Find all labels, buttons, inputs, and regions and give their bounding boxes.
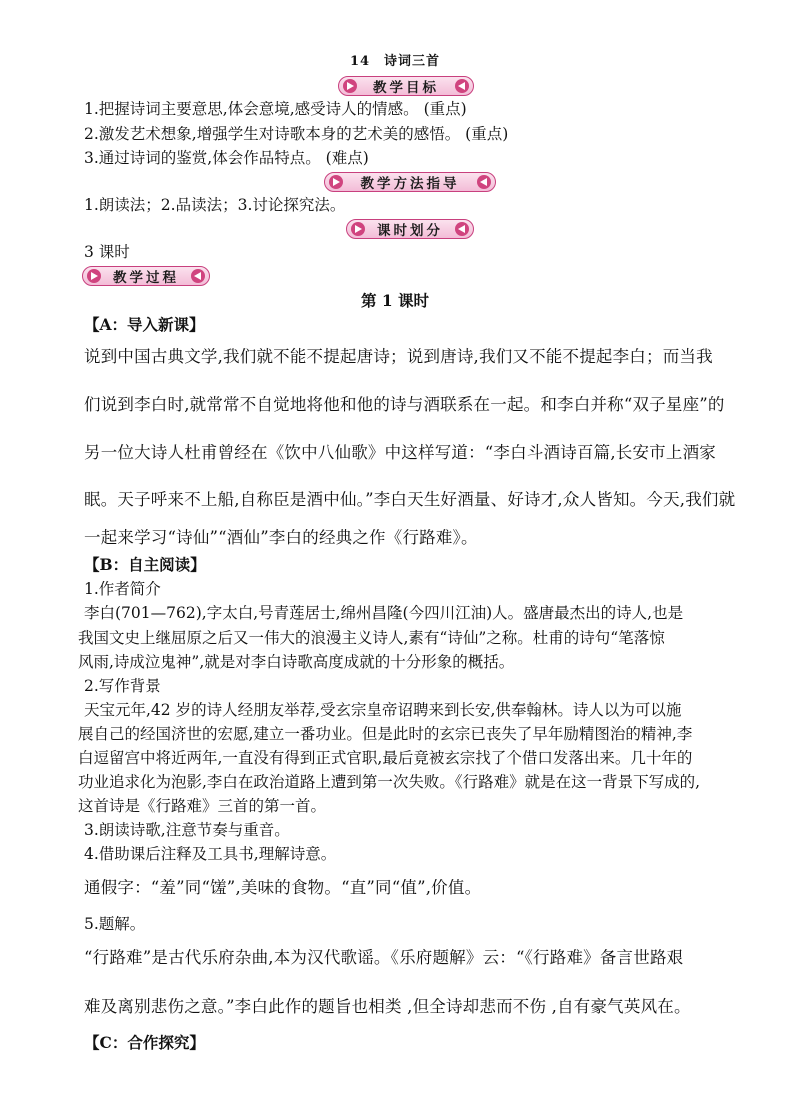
item-3: 3.朗读诗歌,注意节奏与重音。	[84, 821, 290, 839]
section-badge-process	[82, 266, 210, 286]
goal-item: 2.激发艺术想象,增强学生对诗歌本身的艺术美的感悟。 (重点)	[84, 125, 509, 143]
background-line: 白逗留宫中将近两年,一直没有得到正式官职,最后竟被玄宗找了个借口发落出来。几十年的	[78, 749, 693, 767]
tijie-line: “行路难”是古代乐府杂曲,本为汉代歌谣。《乐府题解》云：“《行路难》备言世路艰	[84, 948, 684, 967]
item-4: 4.借助课后注释及工具书,理解诗意。	[84, 845, 337, 863]
lesson-heading: 第 1 课时	[360, 291, 430, 310]
section-badge-goals	[338, 76, 474, 96]
background-line: 展自己的经国济世的宏愿,建立一番功业。但是此时的玄宗已丧失了早年励精图治的精神,李	[78, 725, 693, 743]
part-a-line: 另一位大诗人杜甫曾经在《饮中八仙歌》中这样写道：“李白斗酒诗百篇,长安市上酒家	[84, 443, 716, 462]
tongjia-text: 通假字：“羞”同“馐”,美味的食物。“直”同“值”,价值。	[84, 878, 482, 897]
tijie-line: 难及离别悲伤之意。”李白此作的题旨也相类 ,但全诗却悲而不伤 ,自有豪气英风在。	[84, 997, 691, 1016]
section-title-goals: 教学目标	[373, 80, 439, 96]
arrow-right-icon	[343, 79, 357, 93]
background-line: 功业追求化为泡影,李白在政治道路上遭到第一次失败。《行路难》就是在这一背景下写成的,	[78, 773, 701, 791]
background-line: 天宝元年,42 岁的诗人经朋友举荐,受玄宗皇帝诏聘来到长安,供奉翰林。诗人以为可以施	[84, 701, 682, 719]
background-line: 这首诗是《行路难》三首的第一首。	[78, 797, 327, 815]
periods-text: 3 课时	[84, 243, 130, 261]
author-line: 李白(701—762),字太白,号青莲居士,绵州昌隆(今四川江油)人。盛唐最杰出的诗人,也是	[84, 604, 684, 622]
arrow-left-icon	[191, 269, 205, 283]
part-b-heading: 【B：自主阅读】	[84, 555, 206, 574]
arrow-left-icon	[455, 79, 469, 93]
arrow-left-icon	[455, 222, 469, 236]
arrow-left-icon	[477, 175, 491, 189]
arrow-right-icon	[87, 269, 101, 283]
author-line: 风雨,诗成泣鬼神”,就是对李白诗歌高度成就的十分形象的概括。	[78, 653, 515, 671]
part-a-line: 们说到李白时,就常常不自觉地将他和他的诗与酒联系在一起。和李白并称“双子星座”的	[84, 395, 725, 414]
background-title: 2.写作背景	[84, 677, 161, 695]
page-title: 14 诗词三首	[349, 54, 441, 69]
section-badge-periods	[346, 219, 474, 239]
part-a-line: 一起来学习“诗仙”“酒仙”李白的经典之作《行路难》。	[84, 528, 478, 547]
part-a-heading: 【A：导入新课】	[84, 315, 205, 334]
goal-item: 3.通过诗词的鉴赏,体会作品特点。 (难点)	[84, 149, 369, 167]
part-a-line: 说到中国古典文学,我们就不能不提起唐诗；说到唐诗,我们又不能不提起李白；而当我	[84, 347, 713, 366]
arrow-right-icon	[329, 175, 343, 189]
arrow-right-icon	[351, 222, 365, 236]
part-a-line: 眠。天子呼来不上船,自称臣是酒中仙。”李白天生好酒量、好诗才,众人皆知。今天,我们就	[84, 490, 736, 509]
goal-item: 1.把握诗词主要意思,体会意境,感受诗人的情感。 (重点)	[84, 100, 467, 118]
item-5: 5.题解。	[84, 915, 146, 933]
section-badge-methods	[324, 172, 496, 192]
section-title-periods: 课时划分	[377, 223, 443, 239]
methods-text: 1.朗读法；2.品读法；3.讨论探究法。	[84, 196, 346, 214]
section-title-process: 教学过程	[113, 270, 179, 286]
author-title: 1.作者简介	[84, 580, 161, 598]
section-title-methods: 教学方法指导	[360, 176, 460, 192]
author-line: 我国文史上继屈原之后又一伟大的浪漫主义诗人,素有“诗仙”之称。杜甫的诗句“笔落惊	[78, 629, 665, 647]
part-c-heading: 【C：合作探究】	[84, 1033, 205, 1052]
